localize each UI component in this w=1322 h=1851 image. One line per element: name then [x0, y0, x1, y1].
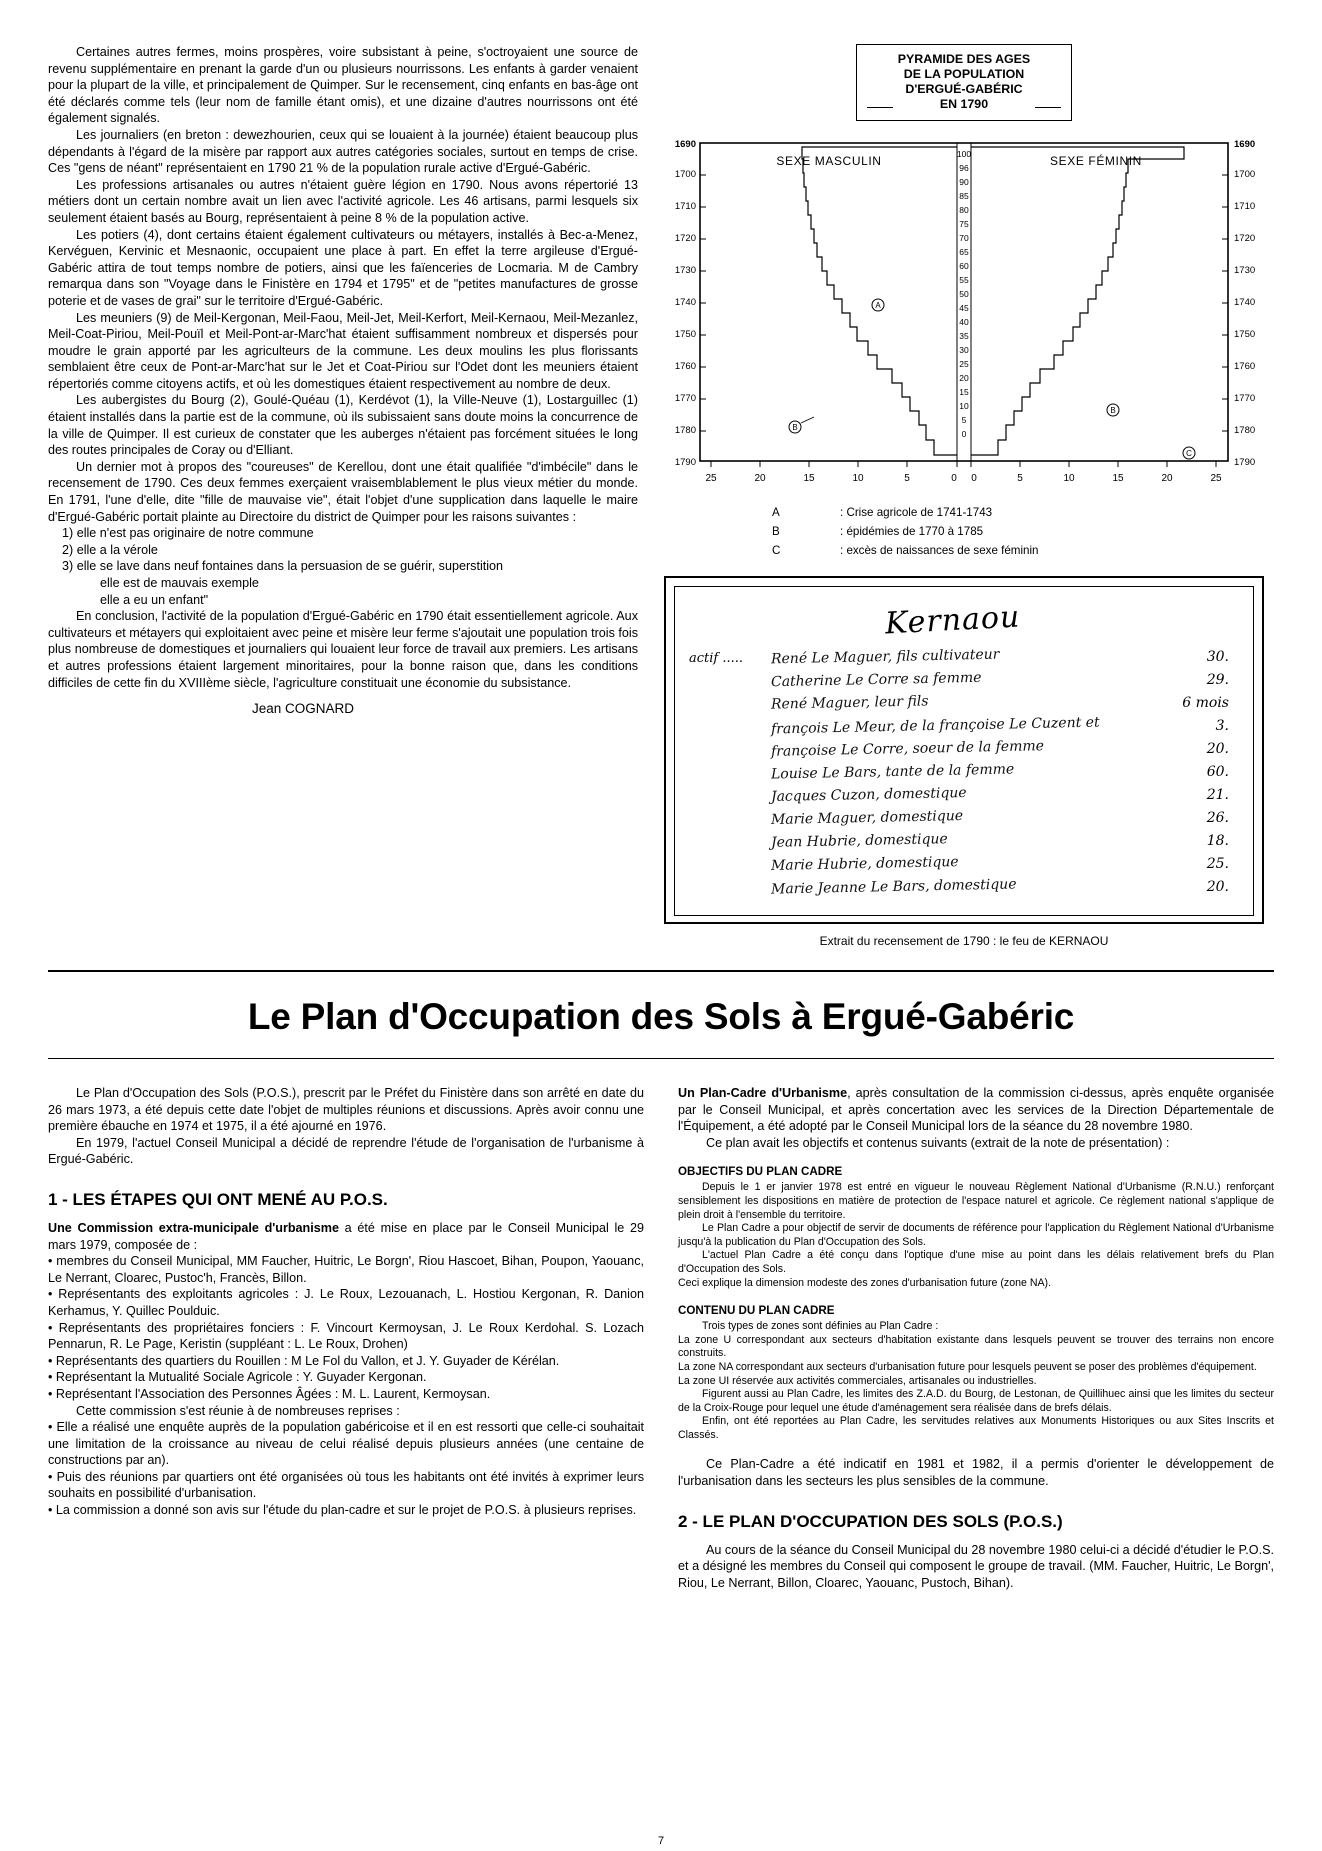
paragraph: Cette commission s'est réunie à de nombreuses reprises : [76, 1403, 400, 1418]
legend-key-c: C [772, 544, 781, 557]
paragraph: Certaines autres fermes, moins prospères, voire subsistant à peine, s'octroyaient une source de revenu supplémentaire en prenant la garde d'un ou plusieurs nourrissons. Les enfants à garder venaient pour la plupart de la ville, et principalement de Quimper. Sur le recensement, cinq enfants en bas-âge ont été déclarés comme tels (leur nom de famille étant omis), et une dizaine d'autres nourrissons ont été également signalés. [48, 45, 638, 126]
small-paragraph: L'actuel Plan Cadre a été conçu dans l'optique d'une mise au point dans les délais relativement brefs du Plan d'Occupation des Sols. [678, 1249, 1274, 1275]
section-divider-top [48, 970, 1274, 972]
list-item: elle est de mauvais exemple [100, 576, 259, 590]
manuscript-row: Marie Maguer, domestique [770, 807, 964, 829]
svg-text:80: 80 [959, 205, 969, 215]
manuscript-row: René Maguer, leur fils [770, 693, 929, 713]
bullet-item: • Elle a réalisé une enquête auprès de la population gabéricoise et il en est ressorti que celle-ci souhaitait une limitation de la croissance au niveau de celui réalisé depuis plusieurs années (une centaine de constructions par an). [48, 1420, 644, 1468]
chart-legend [772, 503, 1264, 560]
pyramid-title-line-1: PYRAMIDE DES AGES [897, 52, 1031, 66]
manuscript-row-value: 20. [1206, 741, 1229, 757]
svg-text:B: B [1110, 406, 1116, 415]
svg-text:15: 15 [959, 387, 969, 397]
svg-text:65: 65 [959, 247, 969, 257]
paragraph: Les journaliers (en breton : dewezhourien, ceux qui se louaient à la journée) étaient beaucoup plus dépendants à l'égard de la misère par rapport aux autres catégories sociales, surtout en temps de crise. Ces "gens de néant" représentaient en 1790 21 % de la population rurale active d'Ergué-Gabéric. [48, 127, 638, 176]
bullet-item: • membres du Conseil Municipal, MM Faucher, Huitric, Le Borgn', Riou Hascoet, Bihan, Poupon, Yaouanc, Le Nerrant, Cloarec, Pustoc'h, Francès, Billon. [48, 1254, 644, 1285]
legend-key-b: B [772, 525, 780, 538]
svg-text:20: 20 [1161, 473, 1173, 484]
svg-text:35: 35 [959, 331, 969, 341]
svg-text:15: 15 [1112, 473, 1124, 484]
svg-text:1750: 1750 [674, 329, 696, 340]
figures-column [664, 44, 1264, 948]
svg-text:40: 40 [959, 317, 969, 327]
manuscript-heading: Kernaou [884, 599, 1022, 642]
svg-text:1730: 1730 [1234, 265, 1256, 276]
bullet-item: • La commission a donné son avis sur l'étude du plan-cadre et sur le projet de P.O.S. à plusieurs reprises. [48, 1503, 637, 1518]
svg-text:1720: 1720 [674, 233, 696, 244]
paragraph: Le Plan d'Occupation des Sols (P.O.S.), prescrit par le Préfet du Finistère dans son arrêté en date du 26 mars 1973, a été depuis cette date l'objet de multiples réunions et discussions. Après avoir connu une première ébauche en 1974 et 1975, il a été ajourné en 1976. [48, 1086, 644, 1134]
list-item: 2) elle a la vérole [62, 542, 158, 557]
svg-text:60: 60 [959, 261, 969, 271]
article-column [48, 44, 638, 730]
bullet-item: • Représentants des exploitants agricoles : J. Le Roux, Lezouanach, L. Hostiou Kergonan, R. Danion Kerhamus, Y. Quillec Poulduic. [48, 1287, 644, 1318]
svg-text:1760: 1760 [674, 361, 696, 372]
svg-text:20: 20 [754, 473, 766, 484]
manuscript-actif-label: actif ..... [689, 651, 744, 666]
svg-text:10: 10 [852, 473, 864, 484]
pyramid-svg [664, 135, 1264, 495]
pyramid-title-line-3: D'ERGUÉ-GABÉRIC [905, 82, 1023, 96]
svg-text:1740: 1740 [1234, 297, 1256, 308]
heading-steps: 1 - LES ÉTAPES QUI ONT MENÉ AU P.O.S. [48, 1189, 388, 1209]
pos-right-column [678, 1085, 1274, 1591]
svg-text:1780: 1780 [674, 425, 696, 436]
svg-text:0: 0 [961, 429, 967, 439]
list-item: 3) elle se lave dans neuf fontaines dans la persuasion de se guérir, superstition [62, 559, 504, 574]
manuscript-row: françoise Le Corre, soeur de la femme [770, 738, 1045, 760]
svg-text:1700: 1700 [1234, 169, 1256, 180]
svg-text:1690: 1690 [674, 139, 696, 150]
legend-key-a: A [772, 506, 780, 519]
svg-text:1690: 1690 [1234, 139, 1256, 150]
svg-text:45: 45 [959, 303, 969, 313]
manuscript-row-value: 29. [1206, 672, 1229, 688]
title-rule-right [1035, 107, 1061, 108]
commission-bold: Une Commission extra-municipale d'urbanisme [48, 1220, 339, 1235]
manuscript-row-value: 30. [1206, 649, 1229, 665]
paragraph: Les aubergistes du Bourg (2), Goulé-Quéau (1), Kerdévot (1), la Ville-Neuve (1), Lostarguillec (1) étaient installés dans la partie est de la commune, où ils subissaient sans doute moins la concurrence de la ville de Quimper. Il est curieux de constater que les auberges n'étaient pas forcément situées le long des routes principales de Coray ou d'Elliant. [48, 393, 638, 458]
manuscript-row: René Le Maguer, fils cultivateur [770, 646, 1000, 668]
manuscript-row-value: 25. [1206, 856, 1229, 872]
small-paragraph: Ceci explique la dimension modeste des zones d'urbanisation future (zone NA). [678, 1276, 1052, 1289]
manuscript-figure [664, 576, 1264, 924]
small-paragraph: La zone NA correspondant aux secteurs d'urbanisation future pour lesquels peuvent se poser des problèmes d'équipement. [678, 1360, 1257, 1373]
plan-cadre-paragraph [678, 1085, 1274, 1135]
svg-text:0: 0 [951, 473, 957, 484]
svg-text:SEXE FÉMININ: SEXE FÉMININ [1050, 154, 1142, 168]
svg-text:1770: 1770 [674, 393, 696, 404]
bullet-item: • Représentant l'Association des Personnes Âgées : M. L. Laurent, Kermoysan. [48, 1386, 491, 1401]
svg-text:C: C [1186, 449, 1192, 458]
page-title: Le Plan d'Occupation des Sols à Ergué-Gabéric [247, 996, 1075, 1037]
manuscript-row-value: 21. [1206, 787, 1229, 803]
heading-pos: 2 - LE PLAN D'OCCUPATION DES SOLS (P.O.S.) [678, 1511, 1063, 1531]
top-section [48, 44, 1274, 948]
manuscript-row: françois Le Meur, de la françoise Le Cuzent et [770, 714, 1100, 738]
manuscript-row: Jacques Cuzon, domestique [770, 784, 967, 806]
paragraph: En 1979, l'actuel Conseil Municipal a décidé de reprendre l'étude de l'organisation de l'urbanisme à Ergué-Gabéric. [48, 1135, 644, 1167]
plan-cadre-rest: , après consultation de la commission ci-dessus, après enquête organisée par le Conseil Municipal, et après concertation avec les services de la Direction Départementale de l'Équipement, a été adopté par le Conseil Municipal lors de la séance du 28 novembre 1980. [678, 1086, 1274, 1134]
bullet-item: • Représentants des quartiers du Rouillen : M Le Fol du Vallon, et J. Y. Guyader de Kérélan. [48, 1353, 560, 1368]
title-rule-left [867, 107, 893, 108]
svg-text:25: 25 [705, 473, 717, 484]
small-paragraph: Figurent aussi au Plan Cadre, les limites des Z.A.D. du Bourg, de Lestonan, de Quillihuec ainsi que les limites du secteur de la Croix-Rouge pour lequel une étude d'aménagement sera réalisée dans de brefs délais. [678, 1388, 1274, 1414]
svg-text:0: 0 [971, 473, 977, 484]
legend-text-c: : excès de naissances de sexe féminin [840, 544, 1039, 557]
paragraph: Un dernier mot à propos des "coureuses" de Kerellou, dont une était qualifiée "d'imbécile" dans le recensement de 1790. Ces deux femmes exerçaient vraisemblablement le plus vieux métier du monde. En 1791, l'une d'elle, dite "fille de mauvaise vie", était l'objet d'une supplication dans laquelle le maire d'Ergué-Gabéric portait plainte au Directoire du district de Quimper pour les raisons suivantes : [48, 459, 638, 524]
svg-text:1710: 1710 [674, 201, 696, 212]
manuscript-row-value: 3. [1215, 718, 1229, 734]
svg-text:20: 20 [959, 373, 969, 383]
small-paragraph: Enfin, ont été reportées au Plan Cadre, les servitudes relatives aux Monuments Historiques ou aux Sites Inscrits et Classés. [678, 1415, 1274, 1441]
author-signature: Jean COGNARD [251, 701, 355, 717]
svg-text:B: B [792, 423, 798, 432]
svg-text:5: 5 [1017, 473, 1023, 484]
list-item: 1) elle n'est pas originaire de notre commune [62, 526, 314, 541]
manuscript-row: Jean Hubrie, domestique [770, 831, 948, 851]
paragraph: Ce Plan-Cadre a été indicatif en 1981 et 1982, il a permis d'orienter le développement de l'urbanisation dans les secteurs les plus sensibles de la commune. [678, 1457, 1274, 1489]
manuscript-row-value: 26. [1206, 810, 1229, 826]
svg-text:25: 25 [959, 359, 969, 369]
manuscript-row: Marie Jeanne Le Bars, domestique [770, 876, 1017, 898]
svg-text:1730: 1730 [674, 265, 696, 276]
manuscript-row-value: 6 mois [1182, 695, 1229, 711]
paragraph: Les meuniers (9) de Meil-Kergonan, Meil-Faou, Meil-Jet, Meil-Kerfort, Meil-Kernaou, Meil-Mezanlez, Meil-Coat-Piriou, Meil-Pouïl et Meil-Pont-ar-Marc'hat étaient suffisamment nombreux et dispersés pour moudre le grain apporté par les agriculteurs de la commune. Les deux moulins les plus florissants semblaient être ceux de Pont-ar-Marc'hat sur le Jet et Coat-Piriou sur l'Odet dont les meuniers étaient répertoriés comme citoyens actifs, et où les domestiques étaient respectivement au nombre de deux. [48, 310, 638, 391]
svg-text:1790: 1790 [1234, 457, 1256, 468]
svg-text:100: 100 [956, 149, 972, 159]
conclusion-paragraph: En conclusion, l'activité de la population d'Ergué-Gabéric en 1790 était essentiellement agricole. Aux cultivateurs et métayers qui exploitaient avec peine et misère leur ferme s'ajoutait une population trois fois plus nombreuse de domestiques et journaliers qui louaient leur force de travail aux premiers. Les artisans et autres professions étaient largement minoritaires, pour la bonne raison que, dans les conditions difficiles de cette fin du XVIIIème siècle, l'agriculture constituait une économie du subsistance. [48, 609, 638, 690]
small-paragraph: Depuis le 1 er janvier 1978 est entré en vigueur le nouveau Règlement National d'Urbanisme (R.N.U.) renforçant sensiblement les dispositions en matière de protection de l'espace naturel et agricole. Ce règlement national s'applique de plein droit à l'ensemble du territoire. [678, 1181, 1274, 1221]
svg-text:85: 85 [959, 191, 969, 201]
legend-entry-b [772, 522, 1264, 541]
paragraph: Les potiers (4), dont certains étaient également cultivateurs ou métayers, installés à Bec-a-Menez, Kervéguen, Kervinic et Mesnaonic, occupaient une place à part. En effet la terre argileuse d'Ergué-Gabéric attira de tout temps nombre de potiers, ainsi que les faïenceries de Locmaria. M de Cambry remarqua dans son "Voyage dans le Finistère en 1794 et 1795" et de "petites manufactures de grosse poterie et de vases de grai" sur le territoire d'Ergué-Gabéric. [48, 227, 638, 308]
pyramid-title-line-2: DE LA POPULATION [903, 67, 1025, 81]
svg-text:25: 25 [1210, 473, 1222, 484]
list-item: elle a eu un enfant" [100, 592, 209, 607]
svg-text:5: 5 [961, 415, 967, 425]
pos-left-column [48, 1085, 644, 1519]
manuscript-caption: Extrait du recensement de 1790 : le feu de KERNAOU [819, 934, 1109, 948]
legend-text-b: : épidémies de 1770 à 1785 [840, 525, 984, 538]
svg-text:15: 15 [803, 473, 815, 484]
svg-text:1720: 1720 [1234, 233, 1256, 244]
svg-text:10: 10 [1063, 473, 1075, 484]
svg-text:90: 90 [959, 177, 969, 187]
subheading-objectifs: OBJECTIFS DU PLAN CADRE [678, 1165, 843, 1179]
svg-text:1770: 1770 [1234, 393, 1256, 404]
bullet-item: • Puis des réunions par quartiers ont été organisées où tous les habitants ont été invités à exprimer leurs souhaits en possibilité d'urbanisation. [48, 1469, 644, 1501]
svg-text:1760: 1760 [1234, 361, 1256, 372]
svg-text:5: 5 [904, 473, 910, 484]
plan-cadre-bold: Un Plan-Cadre d'Urbanisme [678, 1086, 848, 1100]
svg-text:1780: 1780 [1234, 425, 1256, 436]
small-paragraph: La zone UI réservée aux activités commerciales, artisanales ou industrielles. [678, 1374, 1037, 1387]
paragraph: Les professions artisanales ou autres n'étaient guère légion en 1790. Nous avons répertorié 13 métiers dont un certain nombre avait un lien avec l'activité agricole. Les 46 artisans, parmi lesquels six seulement étaient basés au Bourg, représentaient à peine 8 % de la population active. [48, 177, 638, 225]
svg-text:A: A [875, 301, 881, 310]
svg-text:1750: 1750 [1234, 329, 1256, 340]
manuscript-row-value: 18. [1206, 833, 1229, 849]
section-divider-bottom [48, 1058, 1274, 1059]
small-paragraph: Le Plan Cadre a pour objectif de servir de documents de référence pour l'application du Règlement National d'Urbanisme jusqu'à la publication du Plan d'Occupation des Sols. [678, 1222, 1274, 1248]
svg-text:70: 70 [959, 233, 969, 243]
manuscript-row-value: 60. [1206, 764, 1229, 780]
svg-text:SEXE MASCULIN: SEXE MASCULIN [776, 154, 882, 168]
svg-text:50: 50 [959, 289, 969, 299]
paragraph: Au cours de la séance du Conseil Municipal du 28 novembre 1980 celui-ci a décidé d'étudier le P.O.S. et a désigné les membres du Conseil qui composent le groupe de travail. (MM. Faucher, Huitric, Le Borgn', Riou, Le Nerrant, Billon, Cloarec, Yaouanc, Pustoch, Bihan). [678, 1542, 1274, 1590]
svg-text:55: 55 [959, 275, 969, 285]
manuscript-row: Louise Le Bars, tante de la femme [770, 761, 1015, 783]
manuscript-row-value: 20. [1206, 879, 1229, 895]
commission-rest: a été mise en place par le Conseil Municipal le 29 mars 1979, composée de : [48, 1220, 645, 1252]
legend-entry-a [772, 503, 1264, 522]
svg-text:30: 30 [959, 345, 969, 355]
age-pyramid-chart [664, 135, 1264, 495]
svg-text:10: 10 [959, 401, 969, 411]
small-paragraph: Trois types de zones sont définies au Plan Cadre : [702, 1320, 939, 1333]
paragraph: Ce plan avait les objectifs et contenus suivants (extrait de la note de présentation) : [706, 1135, 1170, 1150]
pyramid-title-line-4: EN 1790 [939, 97, 989, 111]
subheading-contenu: CONTENU DU PLAN CADRE [678, 1304, 835, 1318]
svg-text:75: 75 [959, 219, 969, 229]
svg-text:96: 96 [959, 163, 969, 173]
svg-text:1740: 1740 [674, 297, 696, 308]
bullet-item: • Représentant la Mutualité Sociale Agricole : Y. Guyader Kergonan. [48, 1370, 427, 1385]
manuscript-row: Marie Hubrie, domestique [770, 854, 959, 874]
svg-text:1790: 1790 [674, 457, 696, 468]
commission-paragraph [48, 1220, 644, 1253]
pyramid-title [856, 44, 1072, 121]
manuscript-row: Catherine Le Corre sa femme [770, 669, 982, 691]
bullet-item: • Représentants des propriétaires fonciers : F. Vincourt Kermoysan, J. Le Roux Kerdohal. S. Lozach Pennarun, R. Le Page, Keristin (suppléant : L. Le Roux, Drohen) [48, 1320, 644, 1352]
manuscript-inner [674, 586, 1254, 916]
page-number: 7 [657, 1835, 665, 1847]
svg-text:1700: 1700 [674, 169, 696, 180]
pos-section [48, 1085, 1274, 1591]
svg-text:1710: 1710 [1234, 201, 1256, 212]
legend-entry-c [772, 541, 1264, 560]
legend-text-a: : Crise agricole de 1741-1743 [840, 506, 993, 519]
small-paragraph: La zone U correspondant aux secteurs d'habitation existante dans lesquels peuvent se trouver des terrains non encore construits. [678, 1333, 1274, 1360]
